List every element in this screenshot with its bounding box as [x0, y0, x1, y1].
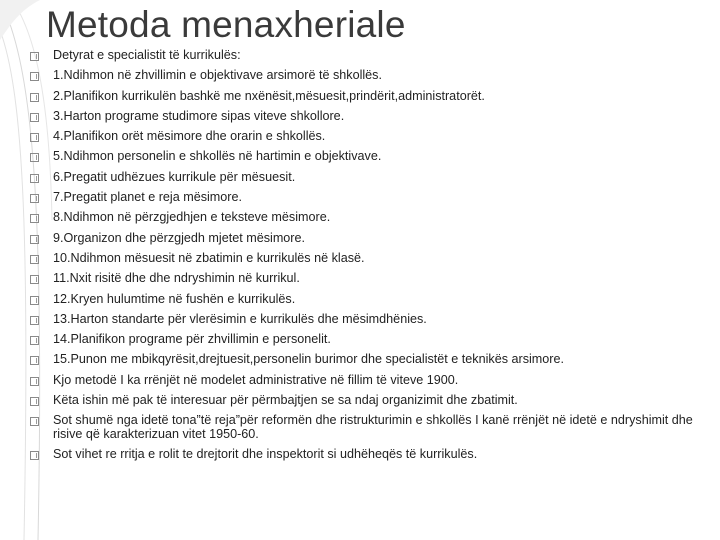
list-item-text: Detyrat e specialistit të kurrikulës:	[53, 48, 241, 62]
list-item	[30, 211, 710, 224]
bullet-icon	[30, 356, 39, 365]
list-item-text: 8.Ndihmon në përzgjedhjen e teksteve mësimore.	[53, 210, 331, 225]
list-item	[30, 293, 710, 306]
list-item	[30, 333, 710, 346]
list-item	[30, 414, 710, 441]
bullet-icon	[30, 255, 39, 264]
bullet-icon	[30, 93, 39, 102]
decorative-swoosh	[0, 0, 40, 40]
list-item	[30, 374, 710, 387]
list-item-text: 9.Organizon dhe përzgjedh mjetet mësimore.	[53, 230, 306, 245]
bullet-icon	[30, 235, 39, 244]
list-item-text: 13.Harton standarte për vlerësimin e kurrikulës dhe mësimdhënies.	[53, 311, 427, 326]
list-item-text: 6.Pregatit udhëzues kurrikule për mësuesit.	[53, 169, 296, 184]
decorative-swoosh	[0, 30, 26, 540]
list-item	[30, 313, 710, 326]
bullet-icon	[30, 133, 39, 142]
list-item	[30, 448, 710, 461]
list-item-text: 4.Planifikon orët mësimore dhe orarin e shkollës.	[53, 129, 326, 144]
list-item-text: 1.Ndihmon në zhvillimin e objektivave arsimorë të shkollës.	[53, 68, 382, 83]
bullet-icon	[30, 194, 39, 203]
list-item-text: 14.Planifikon programe për zhvillimin e personelit.	[53, 332, 331, 347]
list-item-text: 12.Kryen hulumtime në fushën e kurrikulës.	[53, 291, 296, 306]
bullet-icon	[30, 417, 39, 426]
list-item-text: 3.Harton programe studimore sipas viteve shkollore.	[53, 108, 345, 123]
bullet-icon	[30, 72, 39, 81]
list-item-text: 5.Ndihmon personelin e shkollës në hartimin e objektivave.	[53, 149, 382, 164]
bullet-icon	[30, 153, 39, 162]
bullet-icon	[30, 377, 39, 386]
list-item	[30, 150, 710, 163]
list-item	[30, 272, 710, 285]
list-item	[30, 191, 710, 204]
bullet-icon	[30, 174, 39, 183]
bullet-icon	[30, 113, 39, 122]
list-item-text: 15.Punon me mbikqyrësit,drejtuesit,personelin burimor dhe specialistët e teknikës arsimore.	[53, 352, 564, 367]
list-item-text: 10.Ndihmon mësuesit në zbatimin e kurrikulës në klasë.	[53, 250, 365, 265]
list-item-text: Këta ishin më pak të interesuar për përmbajtjen se sa ndaj organizimit dhe zbatimit.	[53, 393, 518, 408]
list-item	[30, 394, 710, 407]
bullet-icon	[30, 275, 39, 284]
bullet-icon	[30, 336, 39, 345]
list-item	[30, 232, 710, 245]
slide-title: Metoda menaxheriale	[46, 4, 406, 45]
list-item-text: 7.Pregatit planet e reja mësimore.	[53, 190, 242, 205]
bullet-icon	[30, 451, 39, 460]
list-item	[30, 69, 710, 82]
list-item-text: Sot shumë nga idetë tona”të reja”për reformën dhe ristrukturimin e shkollës I kanë rrënjët në idetë e ndryshimit dhe risive që karakterizuan vitet 1950-60.	[53, 413, 693, 441]
bullet-icon	[30, 214, 39, 223]
bullet-icon	[30, 397, 39, 406]
list-item	[30, 110, 710, 123]
list-item	[30, 49, 710, 62]
list-item	[30, 90, 710, 103]
list-item	[30, 171, 710, 184]
list-item-text: Kjo metodë I ka rrënjët në modelet administrative në fillim të viteve 1900.	[53, 372, 459, 387]
bullet-icon	[30, 316, 39, 325]
bullet-icon	[30, 52, 39, 61]
list-item-text: 2.Planifikon kurrikulën bashkë me nxënësit,mësuesit,prindërit,administratorët.	[53, 88, 485, 103]
list-item-text: 11.Nxit risitë dhe dhe ndryshimin në kurrikul.	[53, 271, 300, 286]
bullet-list	[30, 49, 710, 468]
list-item	[30, 130, 710, 143]
bullet-icon	[30, 296, 39, 305]
list-item-text: Sot vihet re rritja e rolit te drejtorit dhe inspektorit si udhëheqës të kurrikulës.	[53, 447, 478, 462]
list-item	[30, 353, 710, 366]
list-item	[30, 252, 710, 265]
